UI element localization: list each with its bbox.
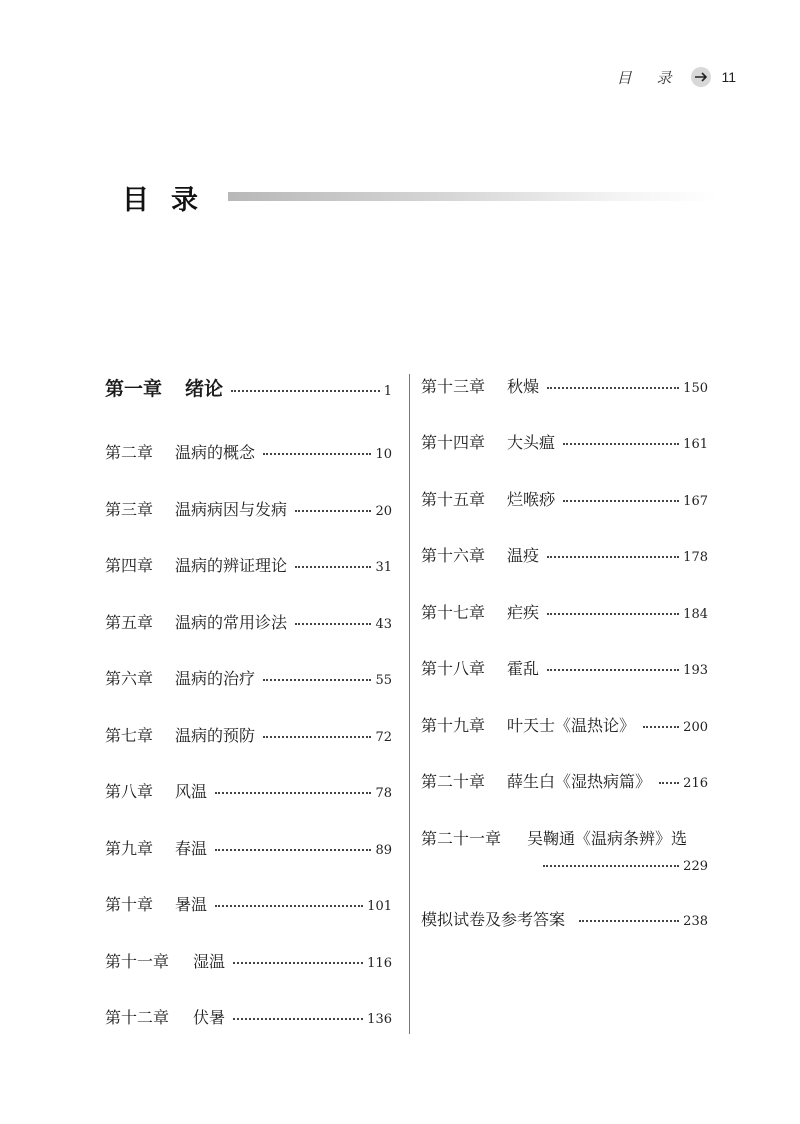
toc-entry[interactable] — [421, 769, 708, 792]
chapter-title: 疟疾 — [507, 603, 540, 622]
page-ref: 10 — [375, 447, 392, 462]
toc-entry[interactable] — [421, 656, 708, 679]
chapter-title: 温病的常用诊法 — [175, 613, 288, 632]
page-ref: 78 — [375, 786, 392, 801]
page-ref: 43 — [375, 617, 392, 632]
page-ref: 193 — [683, 663, 708, 678]
dot-leader — [215, 849, 371, 851]
toc-entry[interactable] — [105, 610, 392, 633]
page-ref: 1 — [383, 384, 392, 399]
toc-heading: 目录 — [122, 185, 220, 216]
toc-entry[interactable] — [421, 374, 708, 397]
page-ref: 101 — [367, 899, 392, 914]
page-ref: 200 — [683, 720, 708, 735]
toc-entry[interactable] — [105, 497, 392, 520]
chapter-number: 第九章 — [105, 839, 154, 858]
chapter-number: 第七章 — [105, 726, 154, 745]
dot-leader — [547, 613, 679, 615]
running-header — [617, 62, 736, 92]
chapter-number: 第二章 — [105, 443, 154, 462]
dot-leader — [295, 566, 371, 568]
dot-leader — [263, 453, 371, 455]
chapter-number: 第十五章 — [421, 490, 486, 509]
dot-leader — [233, 1018, 363, 1020]
chapter-title: 大头瘟 — [507, 433, 556, 452]
chapter-title: 温病的概念 — [175, 443, 256, 462]
column-divider — [409, 374, 410, 1034]
chapter-title: 模拟试卷及参考答案 — [421, 910, 566, 929]
page-ref: 55 — [375, 673, 392, 688]
page-ref: 116 — [367, 956, 392, 971]
dot-leader — [547, 669, 679, 671]
header-title: 目 录 — [616, 68, 682, 87]
chapter-number: 第五章 — [105, 613, 154, 632]
arrow-right-icon — [691, 67, 711, 87]
page-ref: 229 — [683, 859, 708, 874]
page-ref: 72 — [375, 730, 392, 745]
chapter-number: 第十六章 — [421, 546, 486, 565]
chapter-title: 温疫 — [507, 546, 540, 565]
toc-entry[interactable] — [421, 487, 708, 510]
dot-leader — [547, 556, 679, 558]
chapter-number: 第二十一章 — [421, 829, 502, 848]
toc-entry[interactable] — [105, 949, 392, 972]
chapter-number: 第十四章 — [421, 433, 486, 452]
dot-leader — [263, 679, 371, 681]
page-ref: 89 — [375, 843, 392, 858]
dot-leader — [547, 387, 679, 389]
dot-leader — [543, 865, 679, 867]
chapter-number: 第十七章 — [421, 603, 486, 622]
chapter-title: 温病的预防 — [175, 726, 256, 745]
dot-leader — [563, 443, 679, 445]
chapter-number: 第十八章 — [421, 659, 486, 678]
dot-leader — [295, 623, 371, 625]
toc-entry[interactable] — [421, 543, 708, 566]
dot-leader — [231, 390, 380, 392]
chapter-title: 霍乱 — [507, 659, 540, 678]
toc-entry[interactable] — [105, 779, 392, 802]
chapter-title: 吴鞠通《温病条辨》选 — [527, 829, 688, 848]
toc-entry[interactable] — [105, 1005, 392, 1028]
chapter-title: 烂喉痧 — [507, 490, 556, 509]
heading-gradient-bar — [228, 192, 718, 201]
toc-entry[interactable] — [105, 440, 392, 463]
chapter-title: 伏暑 — [193, 1008, 226, 1027]
chapter-number: 第六章 — [105, 669, 154, 688]
chapter-title: 风温 — [175, 782, 208, 801]
page-ref: 20 — [375, 504, 392, 519]
toc-entry[interactable] — [421, 713, 708, 736]
chapter-title: 叶天士《温热论》 — [507, 716, 636, 735]
chapter-number: 第一章 — [105, 378, 163, 400]
dot-leader — [215, 905, 363, 907]
chapter-number: 第十一章 — [105, 952, 170, 971]
chapter-title: 绪论 — [185, 378, 224, 400]
toc-entry[interactable] — [105, 553, 392, 576]
chapter-number: 第二十章 — [421, 772, 486, 791]
dot-leader — [659, 782, 679, 784]
page-ref: 136 — [367, 1012, 392, 1027]
toc-entry[interactable] — [421, 907, 708, 930]
chapter-number: 第十二章 — [105, 1008, 170, 1027]
page-ref: 31 — [375, 560, 392, 575]
chapter-title: 薛生白《湿热病篇》 — [507, 772, 652, 791]
dot-leader — [643, 726, 679, 728]
chapter-number: 第三章 — [105, 500, 154, 519]
toc-entry[interactable] — [421, 430, 708, 453]
page-ref: 161 — [683, 437, 708, 452]
chapter-number: 第十九章 — [421, 716, 486, 735]
dot-leader — [563, 500, 679, 502]
page-ref: 238 — [683, 914, 708, 929]
page-number: 11 — [721, 69, 736, 85]
chapter-title: 湿温 — [193, 952, 226, 971]
chapter-title: 温病病因与发病 — [175, 500, 288, 519]
chapter-title: 温病的治疗 — [175, 669, 256, 688]
page-ref: 167 — [683, 494, 708, 509]
chapter-title: 春温 — [175, 839, 208, 858]
dot-leader — [579, 920, 679, 922]
toc-entry[interactable] — [105, 836, 392, 859]
dot-leader — [263, 736, 371, 738]
chapter-number: 第十章 — [105, 895, 154, 914]
dot-leader — [215, 792, 371, 794]
dot-leader — [295, 510, 371, 512]
toc-entry[interactable] — [105, 723, 392, 746]
chapter-title: 秋燥 — [507, 377, 540, 396]
page-ref: 178 — [683, 550, 708, 565]
chapter-number: 第八章 — [105, 782, 154, 801]
dot-leader — [233, 962, 363, 964]
chapter-number: 第四章 — [105, 556, 154, 575]
toc-entry[interactable] — [421, 826, 708, 874]
chapter-title: 温病的辨证理论 — [175, 556, 288, 575]
page-ref: 150 — [683, 381, 708, 396]
page-ref: 216 — [683, 776, 708, 791]
toc-entry[interactable] — [105, 666, 392, 689]
toc-entry[interactable] — [421, 600, 708, 623]
chapter-number: 第十三章 — [421, 377, 486, 396]
chapter-title: 暑温 — [175, 895, 208, 914]
page-ref: 184 — [683, 607, 708, 622]
toc-entry[interactable] — [105, 374, 392, 401]
toc-entry[interactable] — [105, 892, 392, 915]
